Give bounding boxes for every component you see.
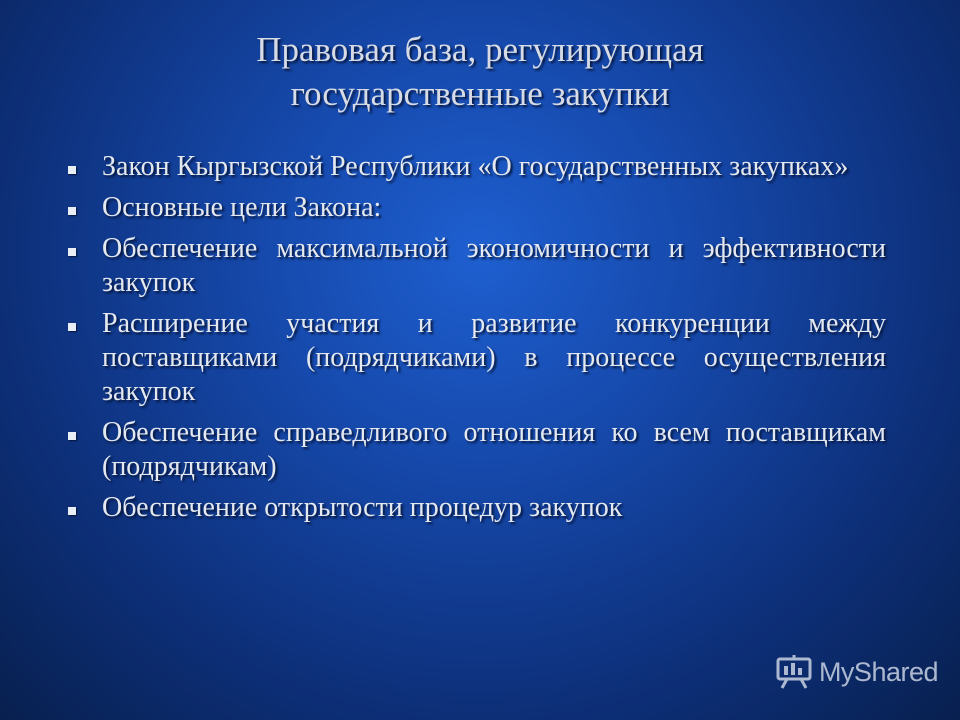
bullet-square-icon (68, 248, 76, 256)
bullet-text: Обеспечение максимальной экономичности и эффективности закупок (102, 233, 886, 298)
bullet-item (64, 232, 886, 300)
bullet-item (64, 416, 886, 484)
myshared-watermark[interactable] (775, 652, 938, 692)
slide-title (120, 28, 840, 116)
title-line-2: государственные закупки (290, 74, 670, 113)
bullet-list (64, 150, 886, 532)
bullet-item (64, 191, 886, 225)
bullet-item (64, 307, 886, 409)
bullet-square-icon (68, 166, 76, 174)
bullet-text: Основные цели Закона: (102, 192, 382, 223)
bullet-text: Обеспечение открытости процедур закупок (102, 492, 623, 523)
bullet-square-icon (68, 507, 76, 515)
bullet-item (64, 150, 886, 184)
bullet-square-icon (68, 432, 76, 440)
bullet-square-icon (68, 207, 76, 215)
title-line-1: Правовая база, регулирующая (256, 30, 704, 69)
bullet-item (64, 491, 886, 525)
watermark-text: MyShared (818, 656, 938, 687)
bullet-square-icon (68, 323, 76, 331)
bullet-text: Расширение участия и развитие конкуренции между поставщиками (подрядчиками) в процессе осуществления закупок (102, 308, 886, 407)
presentation-board-icon (775, 654, 813, 690)
bullet-text: Обеспечение справедливого отношения ко всем поставщикам (подрядчикам) (102, 417, 886, 482)
bullet-text: Закон Кыргызской Республики «О государственных закупках» (102, 151, 849, 182)
